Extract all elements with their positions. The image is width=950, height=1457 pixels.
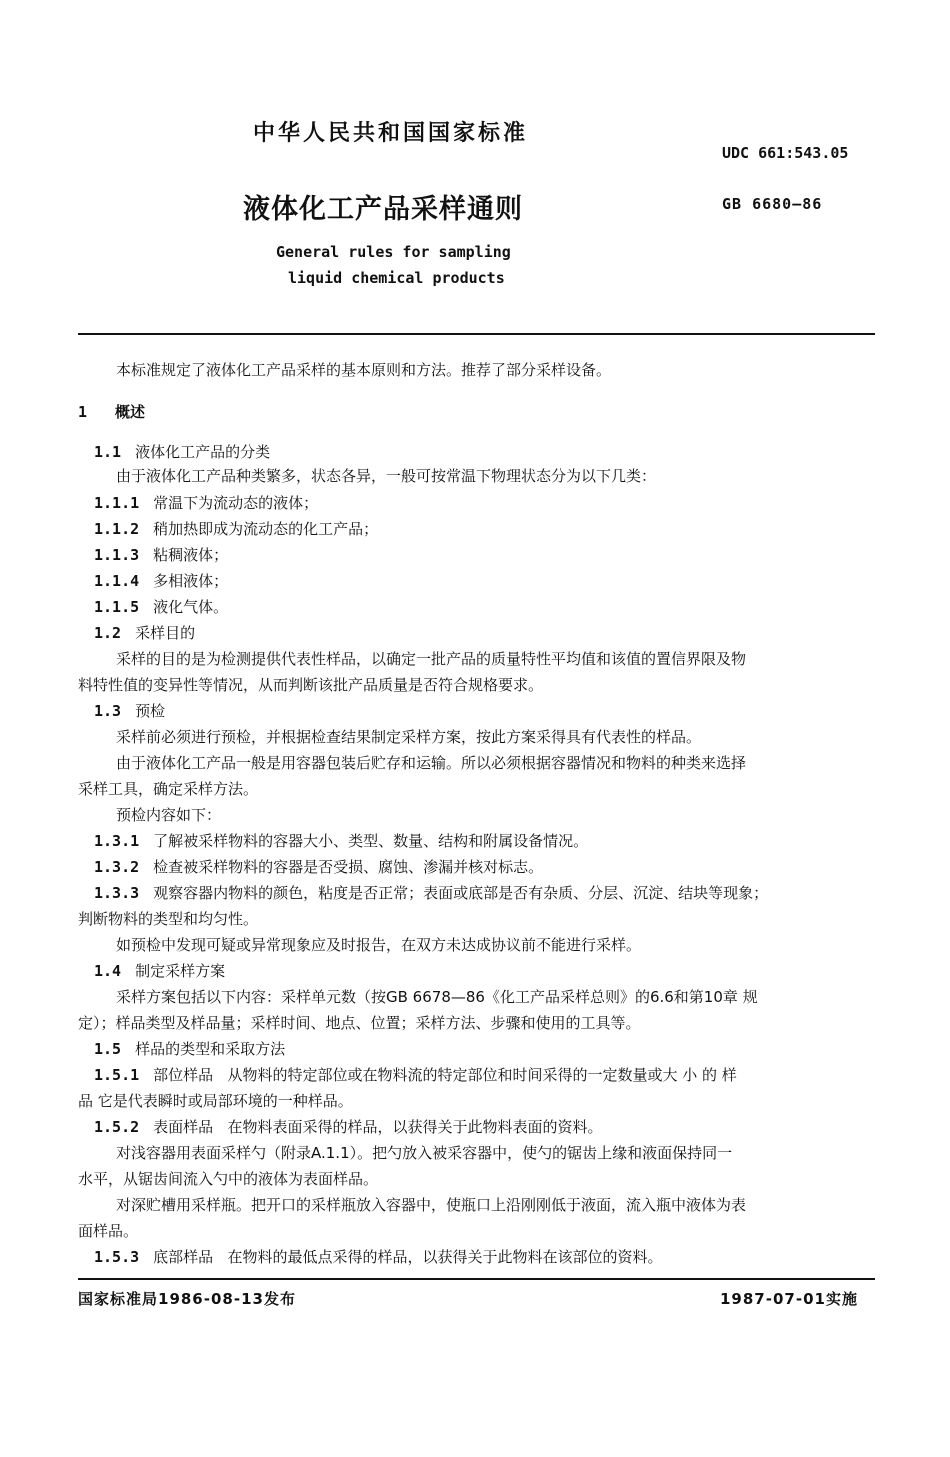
clause-1-1-1: 1.1.1 常温下为流动态的液体；: [94, 494, 319, 512]
clause-1-4-heading: 1.4 制定采样方案: [94, 962, 226, 980]
clause-1-3-p2-line1: 由于液体化工产品一般是用容器包装后贮存和运输。所以必须根据容器情况和物料的种类来选择: [116, 754, 747, 772]
clause-1-3-p2-line2: 采样工具，确定采样方法。: [78, 780, 259, 798]
clause-1-3-heading: 1.3 预检: [94, 702, 166, 720]
clause-1-3-3-line2: 判断物料的类型和均匀性。: [78, 910, 259, 928]
clause-1-5-1-line1: 1.5.1 部位样品 从物料的特定部位或在物料流的特定部位和时间采得的一定数量或大 小 的 样: [94, 1066, 737, 1084]
section-title: 概述: [115, 403, 146, 421]
issue-date: 国家标准局1986-08-13发布: [78, 1290, 296, 1308]
clause-1-5-2: 1.5.2 表面样品 在物料表面采得的样品，以获得关于此物料表面的资料。: [94, 1118, 603, 1136]
clause-1-5-2-p2-line1: 对浅容器用表面采样勺（附录A.1.1）。把勺放入被采容器中，使勺的锯齿上缘和液面保持同一: [116, 1144, 733, 1162]
clause-1-5-heading: 1.5 样品的类型和采取方法: [94, 1040, 286, 1058]
clause-1-1-5: 1.1.5 液化气体。: [94, 598, 229, 616]
clause-1-1-2: 1.1.2 稍加热即成为流动态的化工产品；: [94, 520, 379, 538]
clause-1-2-text-line1: 采样的目的是为检测提供代表性样品，以确定一批产品的质量特性平均值和该值的置信界限及物: [116, 650, 747, 668]
standard-number: GB 6680—86: [722, 195, 823, 213]
clause-1-2-text-line2: 料特性值的变异性等情况，从而判断该批产品质量是否符合规格要求。: [78, 676, 544, 694]
footer-divider: [78, 1278, 875, 1280]
publisher-heading: 中华人民共和国国家标准: [253, 121, 529, 146]
clause-1-1-4: 1.1.4 多相液体；: [94, 572, 229, 590]
clause-1-5-2-p2-line2: 水平，从锯齿间流入勺中的液体为表面样品。: [78, 1170, 379, 1188]
clause-1-3-p1: 采样前必须进行预检，并根据检查结果制定采样方案，按此方案采得具有代表性的样品。: [116, 728, 702, 746]
section-1-heading: [78, 401, 145, 422]
clause-1-1-3: 1.1.3 粘稠液体；: [94, 546, 229, 564]
clause-1-5-1-line2: 品 它是代表瞬时或局部环境的一种样品。: [78, 1092, 353, 1110]
header-divider: [78, 333, 875, 335]
intro-paragraph: 本标准规定了液体化工产品采样的基本原则和方法。推荐了部分采样设备。: [116, 361, 612, 379]
clause-1-5-3: 1.5.3 底部样品 在物料的最低点采得的样品，以获得关于此物料在该部位的资料。: [94, 1248, 663, 1266]
clause-1-5-2-p3-line1: 对深贮槽用采样瓶。把开口的采样瓶放入容器中，使瓶口上沿刚刚低于液面，流入瓶中液体为表: [116, 1196, 747, 1214]
document-title: 液体化工产品采样通则: [243, 194, 523, 225]
clause-1-3-3-line1: 1.3.3 观察容器内物料的颜色，粘度是否正常；表面或底部是否有杂质、分层、沉淀、结块等现象；: [94, 884, 769, 902]
clause-1-3-3-p2: 如预检中发现可疑或异常现象应及时报告，在双方未达成协议前不能进行采样。: [116, 936, 642, 954]
english-title-line2: liquid chemical products: [288, 269, 505, 287]
clause-1-2-heading: 1.2 采样目的: [94, 624, 196, 642]
clause-1-5-2-p3-line2: 面样品。: [78, 1222, 139, 1240]
clause-1-3-p3: 预检内容如下：: [116, 806, 222, 824]
clause-1-1-heading: 1.1 液体化工产品的分类: [94, 443, 271, 461]
section-number: 1: [78, 403, 88, 421]
clause-1-4-text-line1: 采样方案包括以下内容：采样单元数（按GB 6678—86《化工产品采样总则》的6.6和第10章 规: [116, 988, 758, 1006]
clause-1-3-2: 1.3.2 检查被采样物料的容器是否受损、腐蚀、渗漏并核对标志。: [94, 858, 544, 876]
effective-date: 1987-07-01实施: [720, 1290, 858, 1308]
english-title-line1: General rules for sampling: [276, 243, 511, 261]
clause-1-3-1: 1.3.1 了解被采样物料的容器大小、类型、数量、结构和附属设备情况。: [94, 832, 589, 850]
clause-1-4-text-line2: 定）；样品类型及样品量；采样时间、地点、位置；采样方法、步骤和使用的工具等。: [78, 1014, 641, 1032]
clause-1-1-text: 由于液体化工产品种类繁多，状态各异，一般可按常温下物理状态分为以下几类：: [116, 467, 657, 485]
udc-code: UDC 661:543.05: [722, 144, 849, 162]
